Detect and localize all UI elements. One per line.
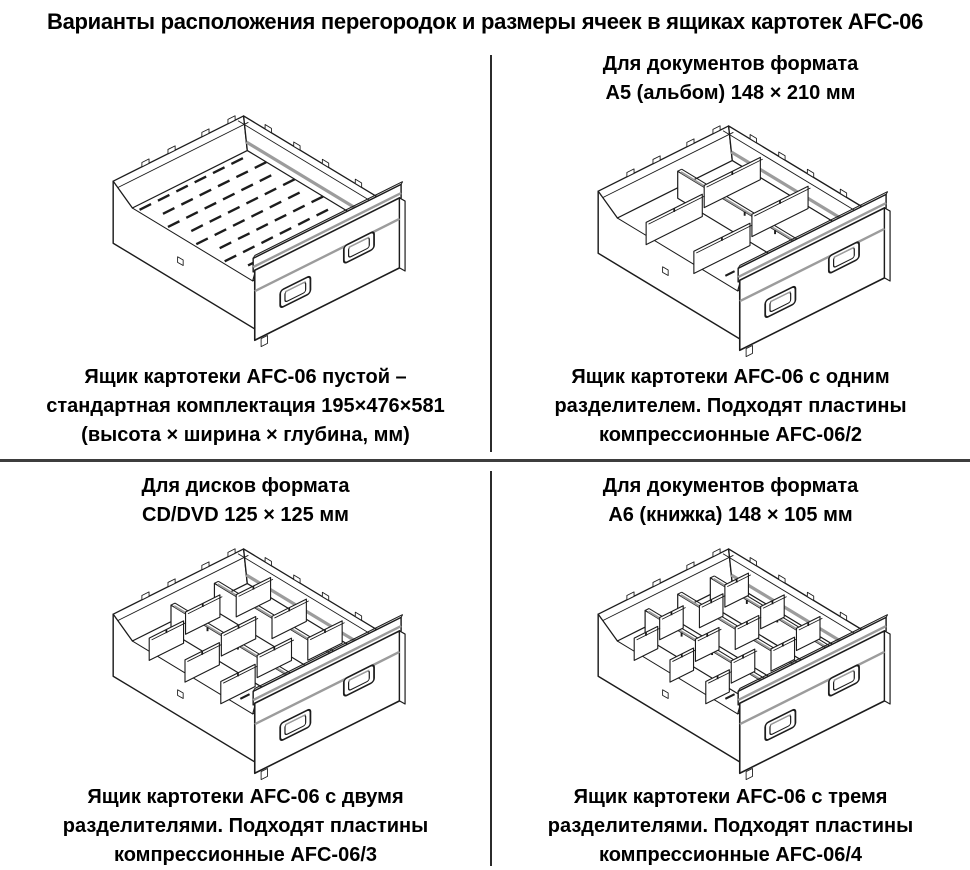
caption-line: разделителем. Подходят пластины: [554, 395, 907, 417]
caption-empty-drawer: [0, 363, 491, 450]
drawer-one-divider-illustration: [560, 113, 902, 360]
header-cd-dvd-format: [0, 472, 491, 530]
caption-line: Ящик картотеки AFC-06 с двумя: [87, 786, 404, 808]
quadrant-three-dividers: [491, 463, 970, 870]
drawer-two-dividers-illustration: [75, 536, 417, 783]
header-line: Для документов формата: [602, 53, 859, 75]
page-title: Варианты расположения перегородок и размеры ячеек в ящиках картотек AFC-06: [46, 9, 924, 34]
caption-line: компрессионные AFC-06/3: [113, 844, 378, 866]
header-line: Для дисков формата: [141, 475, 350, 497]
header-line: CD/DVD 125 × 125 мм: [142, 504, 349, 526]
caption-one-divider: [491, 363, 970, 450]
caption-line: (высота × ширина × глубина, мм): [81, 424, 410, 446]
drawer-three-dividers-illustration: [560, 536, 902, 783]
quadrant-one-divider: [491, 45, 970, 459]
drawer-empty-illustration: [75, 103, 417, 350]
header-line: Для документов формата: [602, 475, 859, 497]
caption-line: Ящик картотеки AFC-06 пустой –: [84, 366, 407, 388]
caption-line: компрессионные AFC-06/2: [598, 424, 863, 446]
caption-line: компрессионные AFC-06/4: [598, 844, 863, 866]
caption-line: разделителями. Подходят пластины: [62, 815, 429, 837]
caption-three-dividers: [491, 783, 970, 870]
quadrant-two-dividers: [0, 463, 491, 870]
quadrant-empty-drawer: [0, 45, 491, 459]
header-a6-format: [491, 472, 970, 530]
header-line: А6 (книжка) 148 × 105 мм: [608, 504, 853, 526]
caption-line: стандартная комплектация 195×476×581: [46, 395, 445, 417]
caption-two-dividers: [0, 783, 491, 870]
caption-line: Ящик картотеки AFC-06 с одним: [571, 366, 890, 388]
header-a5-format: [491, 50, 970, 108]
caption-line: разделителями. Подходят пластины: [547, 815, 914, 837]
header-line: А5 (альбом) 148 × 210 мм: [605, 82, 856, 104]
horizontal-divider-rule: [0, 459, 970, 462]
caption-line: Ящик картотеки AFC-06 с тремя: [573, 786, 888, 808]
